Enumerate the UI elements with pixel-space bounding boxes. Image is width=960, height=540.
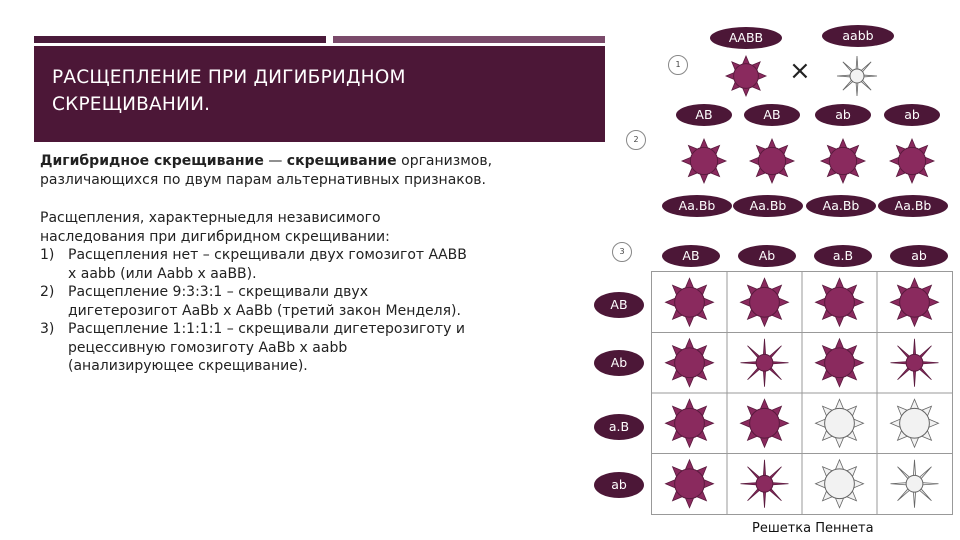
column-gamete: Ab bbox=[738, 245, 796, 267]
list-intro-line-1: Расщепления, характерныедля независимого bbox=[40, 210, 381, 226]
row-gamete: ab bbox=[594, 472, 644, 498]
definition-term-2: скрещивание bbox=[286, 153, 397, 169]
list-item-text: Расщепление 9:3:3:1 – скрещивали двух bbox=[68, 284, 368, 300]
punnett-cell-flower-icon bbox=[891, 278, 939, 326]
gamete-label: AB bbox=[676, 104, 732, 126]
f1-genotype: Aa.Bb bbox=[733, 195, 803, 217]
step-number-3: 3 bbox=[612, 242, 632, 262]
definition-dash: — bbox=[263, 153, 287, 169]
punnett-cell-flower-icon bbox=[741, 278, 789, 326]
punnett-cell-flower-icon bbox=[891, 460, 939, 508]
gamete-label: ab bbox=[815, 104, 871, 126]
row-gamete: AB bbox=[594, 292, 644, 318]
definition-term: Дигибридное скрещивание bbox=[40, 153, 264, 169]
punnett-cell-flower-icon bbox=[741, 399, 789, 447]
punnett-grid-art bbox=[652, 272, 952, 514]
cross-symbol: × bbox=[789, 56, 811, 86]
punnett-cell-flower-icon bbox=[816, 278, 864, 326]
step-number-1: 1 bbox=[668, 55, 688, 75]
column-gamete: AB bbox=[662, 245, 720, 267]
parent-genotype-2: aabb bbox=[822, 25, 894, 47]
punnett-cell-flower-icon bbox=[816, 339, 864, 387]
f1-flower-icon bbox=[821, 139, 865, 183]
title-line-1: РАСЩЕПЛЕНИЕ ПРИ ДИГИБРИДНОМ bbox=[52, 67, 406, 88]
punnett-cell-flower-icon bbox=[666, 278, 714, 326]
f1-flower-icon bbox=[750, 139, 794, 183]
list-item-text: Расщепление 1:1:1:1 – скрещивали дигетерозиготу и bbox=[68, 321, 465, 337]
list-item-number: 3) bbox=[40, 321, 55, 337]
f1-flower-icon bbox=[682, 139, 726, 183]
row-gamete: a.B bbox=[594, 414, 644, 440]
list-item-text: х aabb (или Aabb x aaBB). bbox=[68, 265, 257, 282]
punnett-cell-flower-icon bbox=[891, 399, 939, 447]
row-gamete: Ab bbox=[594, 350, 644, 376]
punnett-cell-flower-icon bbox=[666, 460, 714, 508]
list-intro-line-2: наследования при дигибридном скрещивании: bbox=[40, 228, 390, 245]
f1-genotype: Aa.Bb bbox=[662, 195, 732, 217]
list-item-text: Расщепления нет – скрещивали двух гомозигот ААВВ bbox=[68, 247, 467, 263]
list-item-text: дигетерозигот AaBb x AaBb (третий закон Менделя). bbox=[68, 302, 461, 319]
column-gamete: ab bbox=[890, 245, 948, 267]
punnett-cell-flower-icon bbox=[816, 460, 864, 508]
list-item-text: рецессивную гомозиготу AaBb x aabb bbox=[68, 339, 348, 356]
parent-genotype-1: ААВВ bbox=[710, 27, 782, 49]
f1-genotype: Aa.Bb bbox=[878, 195, 948, 217]
list-item-number: 2) bbox=[40, 284, 55, 300]
gamete-label: ab bbox=[884, 104, 940, 126]
diagram-caption: Решетка Пеннета bbox=[752, 521, 874, 536]
punnett-cell-flower-icon bbox=[816, 399, 864, 447]
f1-flower-icon bbox=[890, 139, 934, 183]
column-gamete: a.B bbox=[814, 245, 872, 267]
definition-line-2: различающихся по двум парам альтернативных признаков. bbox=[40, 171, 486, 188]
parent-flower-icon bbox=[837, 56, 877, 96]
list-item-text: (анализирующее скрещивание). bbox=[68, 358, 308, 374]
parent-flower-icon bbox=[726, 56, 766, 96]
step-number-2: 2 bbox=[626, 130, 646, 150]
gamete-label: AB bbox=[744, 104, 800, 126]
title-line-2: СКРЕЩИВАНИИ. bbox=[52, 94, 211, 115]
punnett-cell-flower-icon bbox=[741, 339, 789, 387]
definition-text: организмов, bbox=[396, 153, 493, 169]
punnett-cell-flower-icon bbox=[891, 339, 939, 387]
punnett-square bbox=[651, 271, 953, 515]
f1-genotype: Aa.Bb bbox=[806, 195, 876, 217]
punnett-cell-flower-icon bbox=[741, 460, 789, 508]
list-item-number: 1) bbox=[40, 247, 55, 263]
punnett-cell-flower-icon bbox=[666, 399, 714, 447]
punnett-cell-flower-icon bbox=[666, 339, 714, 387]
